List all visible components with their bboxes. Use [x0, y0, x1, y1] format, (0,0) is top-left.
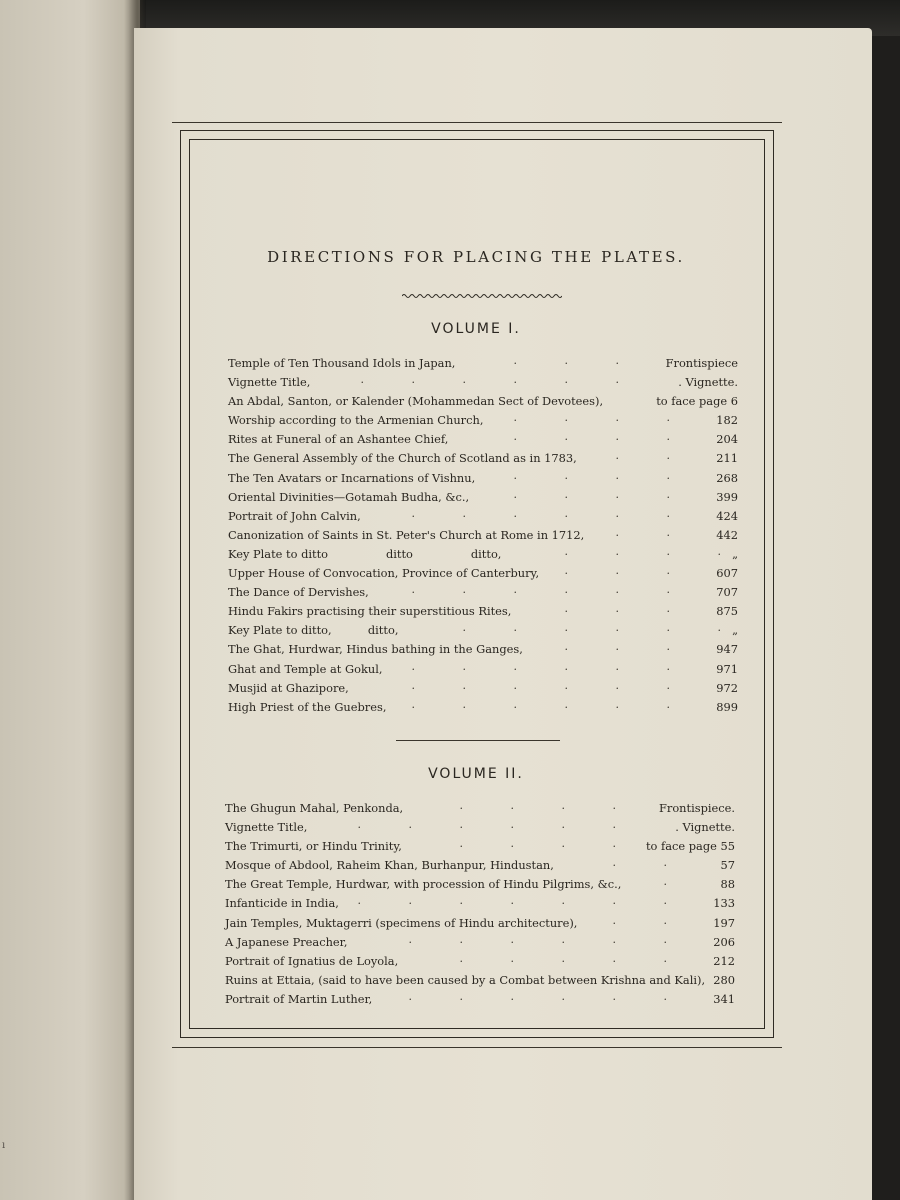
- leader-dot: .: [561, 951, 565, 965]
- plate-page-ref: 399: [716, 489, 738, 504]
- plate-title: Ghat and Temple at Gokul,: [228, 661, 383, 676]
- leader-dot: .: [615, 373, 619, 387]
- leader-dot: .: [510, 932, 514, 946]
- plate-row: [225, 913, 735, 935]
- leader-dot: .: [408, 894, 412, 908]
- plate-row: [228, 544, 738, 566]
- leader-dot: .: [663, 875, 667, 889]
- leader-dot: .: [666, 659, 670, 673]
- plate-title: Vignette Title,: [225, 820, 308, 835]
- plate-title: Mosque of Abdool, Raheim Khan, Burhanpur, Hindustan,: [225, 858, 554, 873]
- plate-title: Upper House of Convocation, Province of Canterbury,: [228, 566, 540, 581]
- plate-page-ref: 133: [713, 896, 735, 911]
- leader-dot: .: [615, 487, 619, 501]
- leader-dot: .: [459, 799, 463, 812]
- plate-title: High Priest of the Guebres,: [228, 699, 387, 714]
- leader-dot: .: [663, 989, 667, 1003]
- leader-dot: .: [666, 411, 670, 425]
- plate-title: Key Plate to ditto ditto ditto,: [228, 546, 502, 561]
- plate-page-ref: „: [732, 623, 738, 638]
- volume-1-plate-list: [0, 356, 900, 719]
- leader-dot: .: [666, 449, 670, 463]
- leader-dot: .: [666, 640, 670, 654]
- plate-row: [225, 858, 735, 877]
- plate-page-ref: 972: [716, 680, 738, 695]
- plate-page-ref: to face page 55: [645, 839, 735, 854]
- plate-title: The Dance of Dervishes,: [228, 585, 369, 600]
- leader-dot: .: [360, 373, 364, 387]
- leader-dot: .: [564, 354, 568, 367]
- leader-dot: .: [612, 799, 616, 812]
- leader-dot: .: [717, 544, 721, 558]
- leader-dot: .: [561, 837, 565, 851]
- leader-dot: .: [666, 468, 670, 482]
- plate-page-ref: . Vignette.: [675, 820, 735, 835]
- leader-dot: .: [663, 913, 667, 927]
- leader-dot: .: [666, 430, 670, 444]
- leader-dot: .: [561, 799, 565, 812]
- leader-dot: .: [510, 799, 514, 812]
- leader-dot: .: [564, 678, 568, 692]
- plate-page-ref: 971: [716, 661, 738, 676]
- plate-row: [225, 839, 735, 858]
- leader-dot: .: [459, 837, 463, 851]
- leader-dot: .: [513, 659, 517, 673]
- leader-dot: .: [663, 951, 667, 965]
- plate-page-ref: Frontispiece: [665, 356, 738, 370]
- plate-row: [228, 525, 738, 547]
- leader-dot: .: [612, 894, 616, 908]
- leader-dot: .: [615, 354, 619, 367]
- leader-dot: .: [462, 678, 466, 692]
- leader-dot: .: [513, 468, 517, 482]
- plate-row: [225, 951, 735, 973]
- plate-title: The Ghugun Mahal, Penkonda,: [225, 801, 404, 815]
- leader-dot: .: [513, 487, 517, 501]
- plate-page-ref: 212: [713, 953, 735, 968]
- ornamental-wave-rule: [402, 291, 562, 301]
- plate-row: [228, 413, 738, 432]
- plate-row: [228, 506, 738, 528]
- plate-title: Rites at Funeral of an Ashantee Chief,: [228, 432, 449, 447]
- leader-dot: .: [408, 989, 412, 1003]
- leader-dot: .: [612, 913, 616, 927]
- plate-page-ref: 211: [716, 451, 738, 466]
- leader-dot: .: [513, 697, 517, 711]
- leader-dot: .: [564, 506, 568, 520]
- plate-page-ref: 424: [716, 508, 738, 523]
- leader-dot: .: [510, 989, 514, 1003]
- leader-dot: .: [612, 837, 616, 851]
- plate-row: [225, 801, 735, 820]
- plate-row: [228, 468, 738, 490]
- plate-page-ref: 899: [716, 699, 738, 714]
- leader-dot: .: [564, 659, 568, 673]
- leader-dot: .: [564, 373, 568, 387]
- plate-row: [225, 989, 735, 1011]
- leader-dot: .: [513, 678, 517, 692]
- plate-row: [225, 932, 735, 954]
- leader-dot: .: [564, 468, 568, 482]
- plate-title: Musjid at Ghazipore,: [228, 680, 349, 695]
- leader-dot: .: [612, 818, 616, 832]
- plate-page-ref: 197: [713, 915, 735, 930]
- leader-dot: .: [513, 583, 517, 597]
- plate-title: Portrait of John Calvin,: [228, 508, 361, 523]
- plate-page-ref: 57: [720, 858, 735, 873]
- plate-row: [228, 356, 738, 375]
- plate-title: The Ten Avatars or Incarnations of Vishnu,: [228, 470, 476, 485]
- leader-dot: .: [564, 602, 568, 616]
- leader-dot: .: [411, 506, 415, 520]
- leader-dot: .: [666, 697, 670, 711]
- plate-row: [225, 896, 735, 915]
- leader-dot: .: [666, 525, 670, 539]
- leader-dot: .: [513, 354, 517, 367]
- plate-page-ref: to face page 6: [656, 394, 738, 409]
- leader-dot: .: [615, 564, 619, 578]
- plate-page-ref: „: [732, 546, 738, 561]
- leader-dot: .: [462, 659, 466, 673]
- plate-row: [228, 678, 738, 700]
- plate-page-ref: 88: [720, 877, 735, 892]
- plate-row: [228, 623, 738, 642]
- leader-dot: .: [663, 856, 667, 870]
- plate-title: The General Assembly of the Church of Scotland as in 1783,: [228, 451, 577, 466]
- plate-row: [228, 642, 738, 661]
- leader-dot: .: [717, 621, 721, 635]
- plate-row: [228, 487, 738, 509]
- leader-dot: .: [666, 487, 670, 501]
- plate-title: Infanticide in India,: [225, 896, 339, 911]
- leader-dot: .: [615, 468, 619, 482]
- plate-title: Portrait of Martin Luther,: [225, 991, 373, 1006]
- leader-dot: .: [615, 430, 619, 444]
- leader-dot: .: [615, 602, 619, 616]
- leader-dot: .: [513, 373, 517, 387]
- plate-title: Jain Temples, Muktagerri (specimens of Hindu architecture),: [225, 915, 578, 930]
- plate-page-ref: 280: [713, 972, 735, 987]
- leader-dot: .: [615, 621, 619, 635]
- plate-row: [228, 585, 738, 604]
- leader-dot: .: [561, 818, 565, 832]
- leader-dot: .: [411, 678, 415, 692]
- leader-dot: .: [564, 487, 568, 501]
- leader-dot: .: [561, 894, 565, 908]
- leader-dot: .: [663, 894, 667, 908]
- leader-dot: .: [561, 989, 565, 1003]
- plate-page-ref: 947: [716, 642, 738, 657]
- leader-dot: .: [615, 525, 619, 539]
- leader-dot: .: [357, 894, 361, 908]
- leader-dot: .: [612, 951, 616, 965]
- plate-title: Canonization of Saints in St. Peter's Church at Rome in 1712,: [228, 527, 585, 542]
- leader-dot: .: [459, 951, 463, 965]
- leader-dot: .: [564, 583, 568, 597]
- plate-page-ref: 268: [716, 470, 738, 485]
- leader-dot: .: [462, 506, 466, 520]
- leader-dot: .: [459, 894, 463, 908]
- leader-dot: .: [561, 932, 565, 946]
- leader-dot: .: [615, 449, 619, 463]
- leader-dot: .: [666, 602, 670, 616]
- leader-dot: .: [510, 894, 514, 908]
- volume-2-heading: VOLUME II.: [428, 766, 524, 782]
- plate-title: Key Plate to ditto, ditto,: [228, 623, 399, 638]
- leader-dot: .: [513, 411, 517, 425]
- plate-title: The Ghat, Hurdwar, Hindus bathing in the Ganges,: [228, 642, 523, 657]
- leader-dot: .: [459, 989, 463, 1003]
- plate-row: [228, 659, 738, 681]
- plate-page-ref: 182: [716, 413, 738, 428]
- leader-dot: .: [564, 697, 568, 711]
- plate-page-ref: 607: [716, 566, 738, 581]
- leader-dot: .: [408, 818, 412, 832]
- leader-dot: .: [564, 564, 568, 578]
- leader-dot: .: [615, 678, 619, 692]
- leader-dot: .: [615, 506, 619, 520]
- plate-row: [228, 394, 738, 413]
- plate-row: [225, 877, 735, 896]
- plate-row: [228, 604, 738, 623]
- plate-title: Hindu Fakirs practising their superstitious Rites,: [228, 604, 512, 619]
- leader-dot: .: [615, 583, 619, 597]
- plate-title: The Great Temple, Hurdwar, with procession of Hindu Pilgrims, &c.,: [225, 877, 622, 892]
- leader-dot: .: [564, 430, 568, 444]
- plate-page-ref: 875: [716, 604, 738, 619]
- plate-title: Portrait of Ignatius de Loyola,: [225, 953, 399, 968]
- section-divider: [396, 740, 560, 741]
- plate-title: Oriental Divinities—Gotamah Budha, &c.,: [228, 489, 470, 504]
- leader-dot: .: [411, 697, 415, 711]
- plate-title: The Trimurti, or Hindu Trinity,: [225, 839, 402, 854]
- leader-dot: .: [459, 932, 463, 946]
- leader-dot: .: [462, 583, 466, 597]
- leader-dot: .: [411, 659, 415, 673]
- leader-dot: .: [612, 989, 616, 1003]
- plate-row: [228, 451, 738, 470]
- plate-page-ref: . Vignette.: [678, 375, 738, 390]
- plate-row: [228, 697, 738, 719]
- leader-dot: .: [462, 373, 466, 387]
- plate-page-ref: 707: [716, 585, 738, 600]
- plate-row: [225, 973, 735, 992]
- volume-1-heading: VOLUME I.: [431, 321, 521, 337]
- plate-title: Worship according to the Armenian Church,: [228, 413, 484, 428]
- leader-dot: .: [666, 621, 670, 635]
- leader-dot: .: [615, 697, 619, 711]
- leader-dot: .: [615, 544, 619, 558]
- plate-page-ref: 442: [716, 527, 738, 542]
- leader-dot: .: [612, 856, 616, 870]
- leader-dot: .: [615, 411, 619, 425]
- leader-dot: .: [462, 621, 466, 635]
- leader-dot: .: [666, 506, 670, 520]
- plate-title: Ruins at Ettaia, (said to have been caused by a Combat between Krishna and Kali),: [225, 972, 706, 987]
- leader-dot: .: [666, 583, 670, 597]
- leader-dot: .: [411, 373, 415, 387]
- plate-row: [228, 432, 738, 451]
- leader-dot: .: [666, 564, 670, 578]
- leader-dot: .: [666, 678, 670, 692]
- leader-dot: .: [408, 932, 412, 946]
- gutter-mark: ı: [2, 1140, 6, 1151]
- leader-dot: .: [513, 621, 517, 635]
- leader-dot: .: [411, 583, 415, 597]
- plate-title: Temple of Ten Thousand Idols in Japan,: [228, 356, 456, 370]
- leader-dot: .: [666, 544, 670, 558]
- plate-row: [228, 375, 738, 394]
- leader-dot: .: [564, 544, 568, 558]
- plate-title: An Abdal, Santon, or Kalender (Mohammedan Sect of Devotees),: [228, 394, 604, 409]
- document-title: DIRECTIONS FOR PLACING THE PLATES.: [267, 248, 685, 266]
- leader-dot: .: [615, 659, 619, 673]
- volume-2-plate-list: [0, 801, 900, 1011]
- plate-page-ref: Frontispiece.: [658, 801, 735, 815]
- leader-dot: .: [564, 411, 568, 425]
- leader-dot: .: [459, 818, 463, 832]
- leader-dot: .: [357, 818, 361, 832]
- leader-dot: .: [513, 430, 517, 444]
- leader-dot: .: [510, 837, 514, 851]
- leader-dot: .: [612, 932, 616, 946]
- plate-page-ref: 204: [716, 432, 738, 447]
- leader-dot: .: [564, 621, 568, 635]
- leader-dot: .: [510, 951, 514, 965]
- leader-dot: .: [462, 697, 466, 711]
- leader-dot: .: [510, 818, 514, 832]
- plate-page-ref: 206: [713, 934, 735, 949]
- plate-page-ref: 341: [713, 991, 735, 1006]
- plate-row: [225, 820, 735, 839]
- plate-title: A Japanese Preacher,: [225, 934, 348, 949]
- leader-dot: .: [564, 640, 568, 654]
- plate-title: Vignette Title,: [228, 375, 311, 390]
- leader-dot: .: [615, 640, 619, 654]
- leader-dot: .: [663, 932, 667, 946]
- leader-dot: .: [513, 506, 517, 520]
- plate-row: [228, 566, 738, 585]
